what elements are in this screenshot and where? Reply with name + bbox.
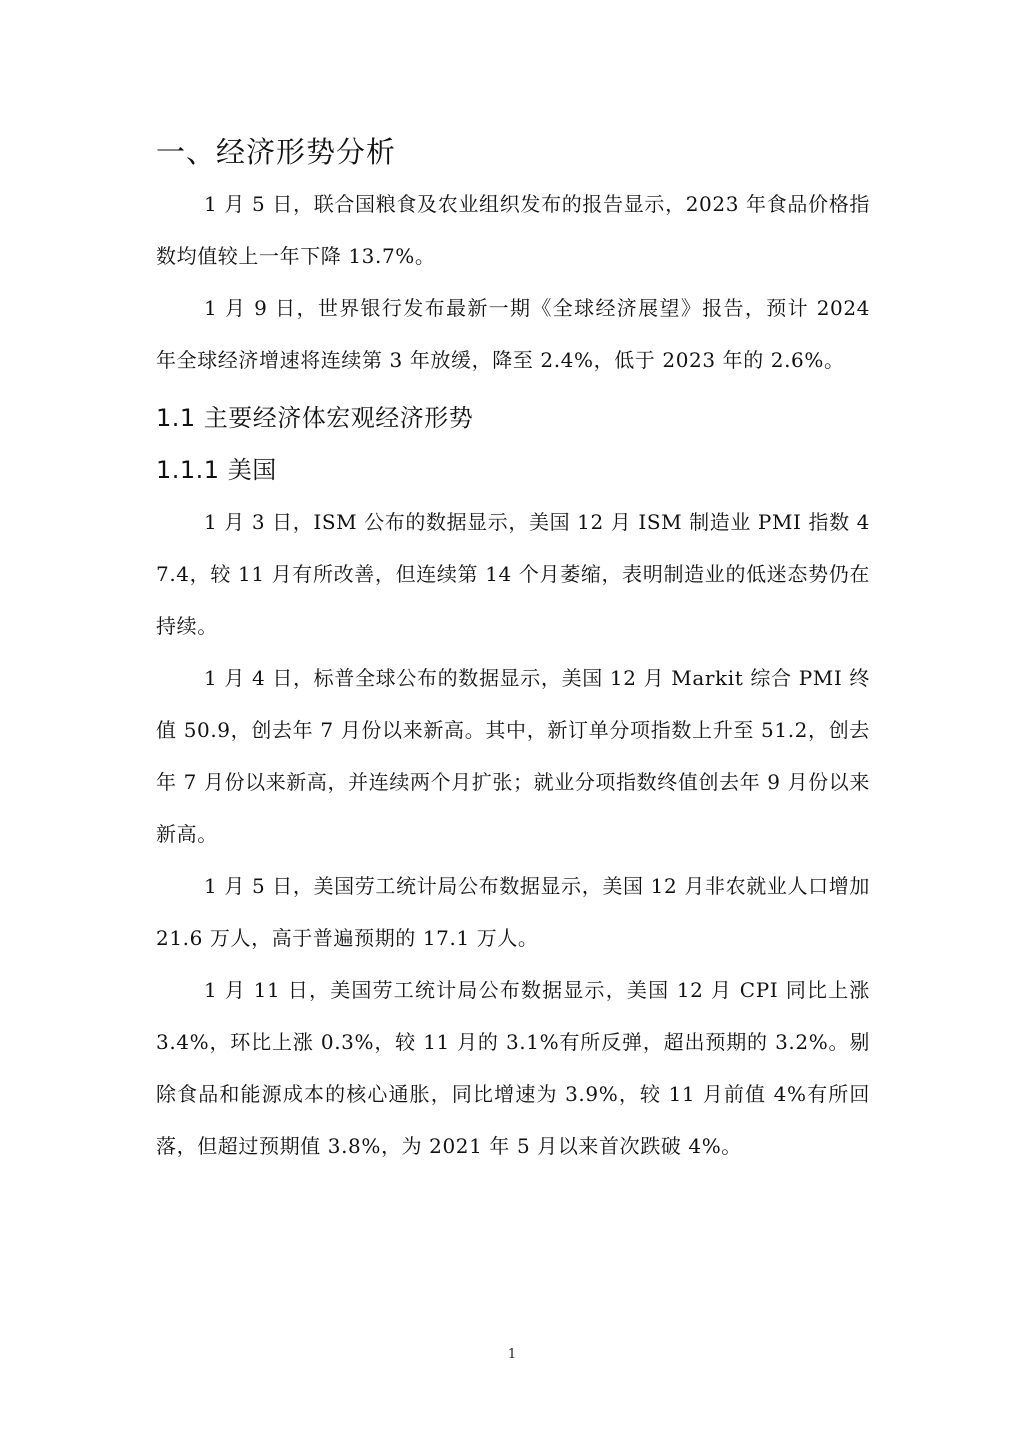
page-number: 1: [507, 1347, 517, 1362]
us-paragraph-cpi: 1 月 11 日，美国劳工统计局公布数据显示，美国 12 月 CPI 同比上涨 3.4%，环比上涨 0.3%，较 11 月的 3.1%有所反弹，超出预期的 3.2%。剔除食品和能源成本的核心通胀，同比增速为 3.9%，较 11 月前值 4%有所回落，但超过预期值 3.8%，为 2021 年 5 月以来首次跌破 4%。: [156, 978, 870, 1158]
us-paragraph-ism: 1 月 3 日，ISM 公布的数据显示，美国 12 月 ISM 制造业 PMI 指数 47.4，较 11 月有所改善，但连续第 14 个月萎缩，表明制造业的低迷态势仍在持续。: [156, 510, 870, 638]
us-paragraph-markit: 1 月 4 日，标普全球公布的数据显示，美国 12 月 Markit 综合 PMI 终值 50.9，创去年 7 月份以来新高。其中，新订单分项指数上升至 51.2，创去年 7 月份以来新高，并连续两个月扩张；就业分项指数终值创去年 9 月份以来新高。: [156, 666, 870, 846]
us-paragraph-nonfarm: 1 月 5 日，美国劳工统计局公布数据显示，美国 12 月非农就业人口增加 21.6 万人，高于普遍预期的 17.1 万人。: [156, 874, 870, 950]
intro-paragraph-1: 1 月 5 日，联合国粮食及农业组织发布的报告显示，2023 年食品价格指数均值较上一年下降 13.7%。: [156, 192, 870, 268]
page-content: [156, 128, 870, 1172]
intro-paragraph-2: 1 月 9 日，世界银行发布最新一期《全球经济展望》报告，预计 2024 年全球经济增速将连续第 3 年放缓，降至 2.4%，低于 2023 年的 2.6%。: [156, 296, 870, 372]
section-heading-1: 一、经济形势分析: [156, 135, 397, 169]
section-heading-3: 1.1.1 美国: [156, 456, 277, 484]
section-heading-2: 1.1 主要经济体宏观经济形势: [156, 404, 474, 432]
